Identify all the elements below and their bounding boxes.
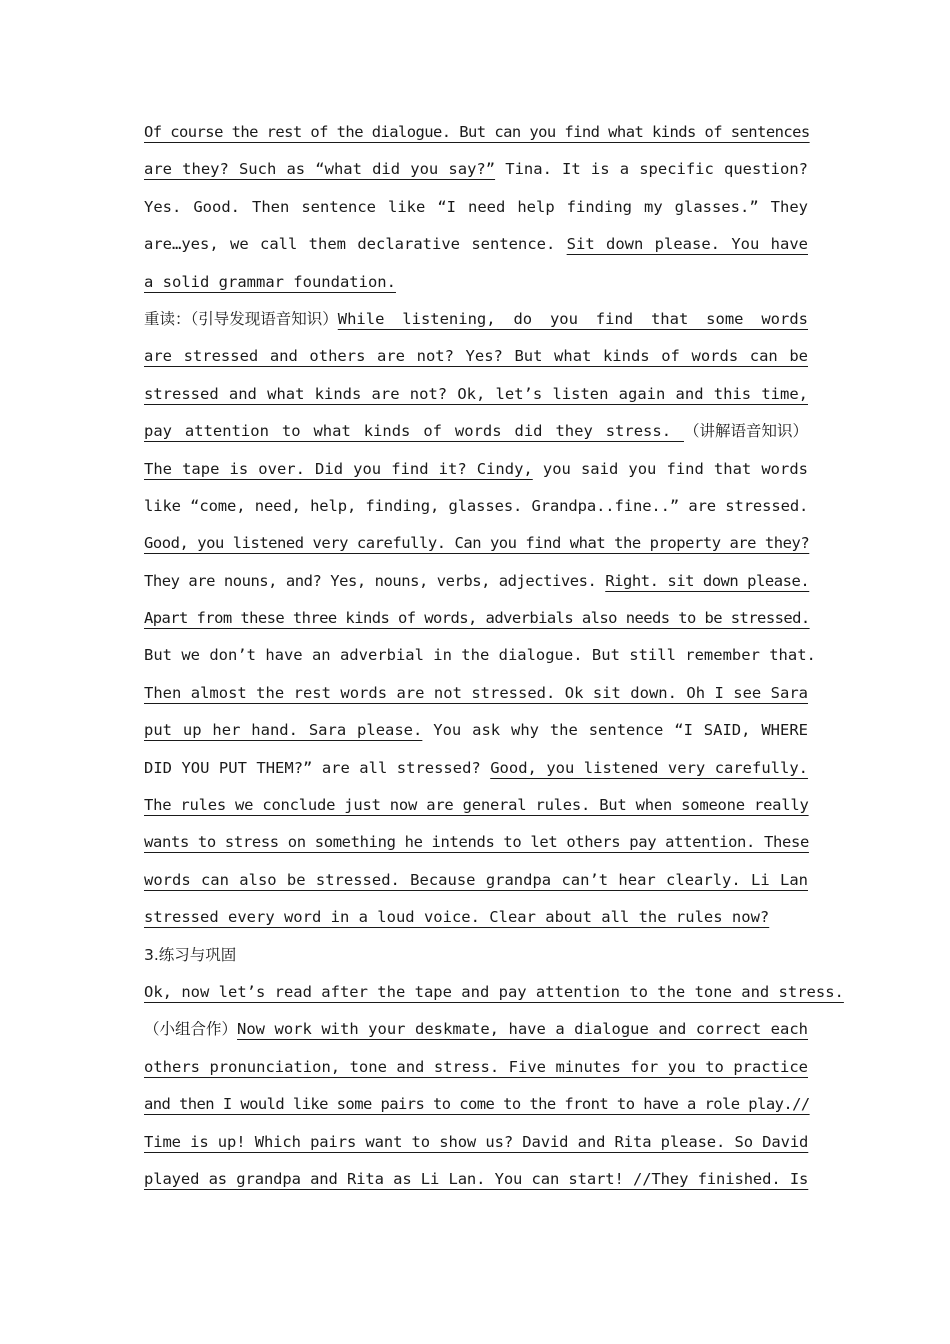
line-content: stressed and what kinds are not? Ok, let’s listen again and this time, xyxy=(144,384,808,403)
line-content: Time is up! Which pairs want to show us? David and Rita please. So David xyxy=(144,1132,809,1151)
text-line xyxy=(144,151,810,188)
text-line xyxy=(144,824,810,861)
text-line xyxy=(144,1011,810,1048)
text-line xyxy=(144,488,810,525)
text-line xyxy=(144,600,810,637)
text-line xyxy=(144,712,810,749)
line-content: others pronunciation, tone and stress. Five minutes for you to practice xyxy=(144,1057,808,1076)
line-content: 重读：（引导发现语音知识）While listening, do you find that some words xyxy=(144,309,808,328)
line-content: pay attention to what kinds of words did they stress. （讲解语音知识） xyxy=(144,422,808,441)
line-content: and then I would like some pairs to come to the front to have a role play.// xyxy=(144,1095,810,1114)
line-content: The rules we conclude just now are general rules. But when someone really xyxy=(144,796,809,815)
line-content: words can also be stressed. Because grandpa can’t hear clearly. Li Lan xyxy=(144,870,808,889)
text-line xyxy=(144,787,810,824)
text-line xyxy=(144,264,810,301)
line-content: stressed every word in a loud voice. Clear about all the rules now? xyxy=(144,908,770,927)
text-line xyxy=(144,189,810,226)
line-content: a solid grammar foundation. xyxy=(144,272,396,291)
lesson-text-body xyxy=(144,114,844,1198)
text-line xyxy=(144,675,810,712)
line-content: wants to stress on something he intends to let others pay attention. These xyxy=(144,833,809,852)
line-content: Apart from these three kinds of words, adverbials also needs to be stressed. xyxy=(144,609,810,628)
text-line xyxy=(144,974,844,1011)
text-line xyxy=(144,1124,810,1161)
line-content: （小组合作）Now work with your deskmate, have a dialogue and correct each xyxy=(144,1020,808,1039)
text-line xyxy=(144,525,810,562)
line-content: are stressed and others are not? Yes? But what kinds of words can be xyxy=(144,347,808,366)
line-content: like “come, need, help, finding, glasses. Grandpa..fine..” are stressed. xyxy=(144,496,809,515)
line-content: Good, you listened very carefully. Can you find what the property are they? xyxy=(144,534,810,553)
text-line xyxy=(144,750,810,787)
text-line xyxy=(144,451,810,488)
line-content: They are nouns, and? Yes, nouns, verbs, adjectives. Right. sit down please. xyxy=(144,571,810,590)
line-content: put up her hand. Sara please. You ask why the sentence “I SAID, WHERE xyxy=(144,721,808,740)
text-line xyxy=(144,563,810,600)
text-line xyxy=(144,301,810,338)
text-line xyxy=(144,376,810,413)
text-line xyxy=(144,338,810,375)
line-content: But we don’t have an adverbial in the dialogue. But still remember that. xyxy=(144,646,816,665)
line-content: Then almost the rest words are not stressed. Ok sit down. Oh I see Sara xyxy=(144,683,808,702)
text-line xyxy=(144,862,810,899)
line-content: are…yes, we call them declarative sentence. Sit down please. You have xyxy=(144,235,808,254)
text-line xyxy=(144,413,810,450)
text-line xyxy=(144,937,810,974)
text-line xyxy=(144,114,810,151)
text-line xyxy=(144,1086,810,1123)
line-content: 3.练习与巩固 xyxy=(144,945,237,964)
line-content: DID YOU PUT THEM?” are all stressed? Good, you listened very carefully. xyxy=(144,758,809,777)
text-line xyxy=(144,899,810,936)
line-content: Yes. Good. Then sentence like “I need help finding my glasses.” They xyxy=(144,197,808,216)
text-line xyxy=(144,1049,810,1086)
text-line xyxy=(144,637,816,674)
line-content: Of course the rest of the dialogue. But can you find what kinds of sentences xyxy=(144,123,810,141)
line-content: Ok, now let’s read after the tape and pay attention to the tone and stress. xyxy=(144,982,844,1001)
text-line xyxy=(144,226,810,263)
line-content: The tape is over. Did you find it? Cindy, you said you find that words xyxy=(144,459,809,478)
line-content: played as grandpa and Rita as Li Lan. You can start! //They finished. Is xyxy=(144,1169,809,1188)
line-content: are they? Such as “what did you say?” Tina. It is a specific question? xyxy=(144,160,808,179)
text-line xyxy=(144,1161,810,1198)
